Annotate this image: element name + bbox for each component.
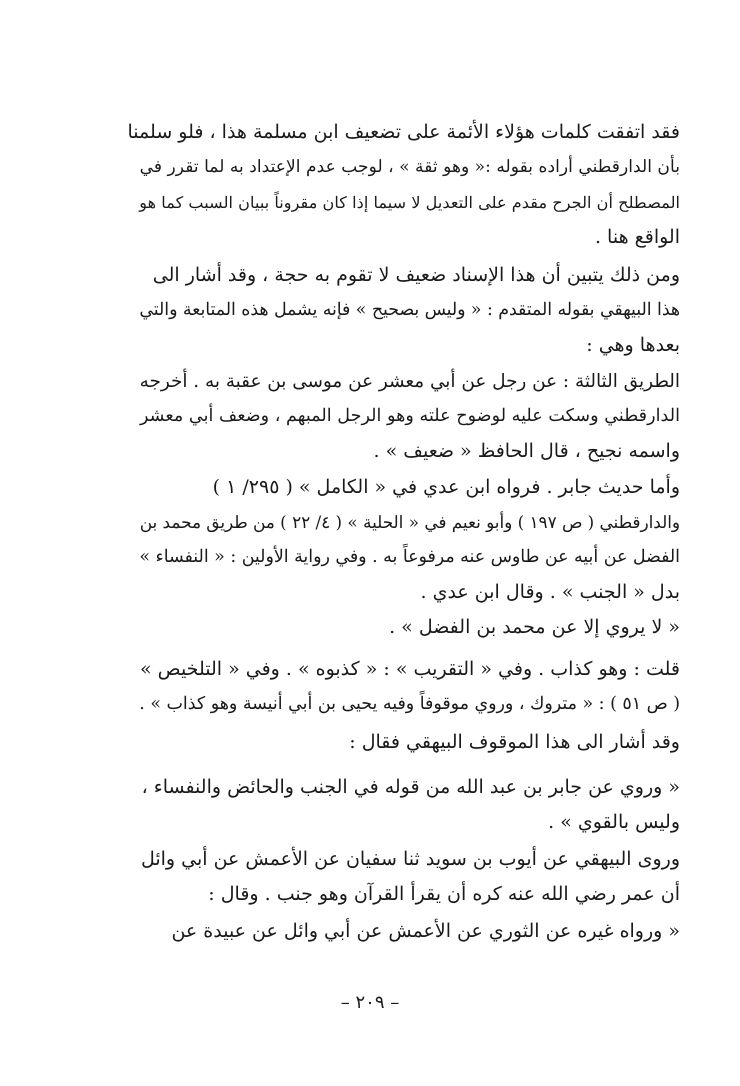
paragraph-10 <box>128 914 680 949</box>
paragraph-6 <box>128 652 680 722</box>
text-line: المصطلح أن الجرح مقدم على التعديل لا سيما إذا كان مقروناً ببيان السبب كما هو <box>139 193 680 212</box>
text-line: « ورواه غيره عن الثوري عن الأعمش عن أبي وائل عن عبيدة عن <box>171 920 680 942</box>
text-line: الدارقطني وسكت عليه لوضوح علته وهو الرجل المبهم ، وضعف أبي معشر <box>139 406 680 426</box>
text-line: بدل « الجنب » . وقال ابن عدي . <box>420 581 680 603</box>
text-line: بأن الدارقطني أراده بقوله :« وهو ثقة » ، لوجب عدم الإعتداد به لما تقرر في <box>139 157 680 177</box>
paragraph-1 <box>128 115 680 255</box>
text-line: الطريق الثالثة : عن رجل عن أبي معشر عن موسى بن عقبة به . أخرجه <box>139 371 680 392</box>
text-line: ومن ذلك يتبين أن هذا الإسناد ضعيف لا تقوم به حجة ، وقد أشار الى <box>152 264 680 286</box>
text-line: وقد أشار الى هذا الموقوف البيهقي فقال : <box>349 731 680 753</box>
paragraph-2 <box>128 258 680 363</box>
text-line: واسمه نجيح ، قال الحافظ « ضعيف » . <box>373 440 680 462</box>
text-line: هذا البيهقي بقوله المتقدم : « وليس بصحيح » فإنه يشمل هذه المتابعة والتي <box>139 300 680 320</box>
paragraph-3 <box>128 364 680 469</box>
text-line: وأما حديث جابر . فرواه ابن عدي في « الكامل » ( ٢٩٥/ ١ ) <box>212 476 680 498</box>
text-line: الفضل عن أبيه عن طاوس عنه مرفوعاً به . وفي رواية الأولين : « النفساء » <box>139 547 680 567</box>
text-line: ( ص ٥١ ) : « متروك ، وروي موقوفاً وفيه يحيى بن أبي أنيسة وهو كذاب » . <box>139 694 680 714</box>
text-line: وروى البيهقي عن أيوب بن سويد ثنا سفيان عن الأعمش عن أبي وائل <box>140 848 680 870</box>
text-line: أن عمر رضي الله عنه كره أن يقرأ القرآن وهو جنب . وقال : <box>208 883 680 905</box>
text-line: « لا يروي إلا عن محمد بن الفضل » . <box>389 616 680 638</box>
text-line: الواقع هنا . <box>594 226 680 248</box>
text-line: والدارقطني ( ص ١٩٧ ) وأبو نعيم في « الحلية » ( ٤/ ٢٢ ) من طريق محمد بن <box>139 512 680 532</box>
paragraph-9 <box>128 842 680 912</box>
text-line: « وروي عن جابر بن عبد الله من قوله في الجنب والحائض والنفساء ، <box>141 776 680 798</box>
paragraph-8 <box>128 770 680 840</box>
text-line: فقد اتفقت كلمات هؤلاء الأئمة على تضعيف ابن مسلمة هذا ، فلو سلمنا <box>128 121 680 143</box>
paragraph-7 <box>128 725 680 760</box>
page-number: – ٢٠٩ – <box>340 992 400 1013</box>
paragraph-5 <box>128 610 680 645</box>
paragraph-4 <box>128 470 680 610</box>
text-line: وليس بالقوي » . <box>548 811 680 833</box>
text-line: بعدها وهي : <box>586 334 680 356</box>
text-line: قلت : وهو كذاب . وفي « التقريب » : « كذبوه » . وفي « التلخيص » <box>140 658 680 680</box>
